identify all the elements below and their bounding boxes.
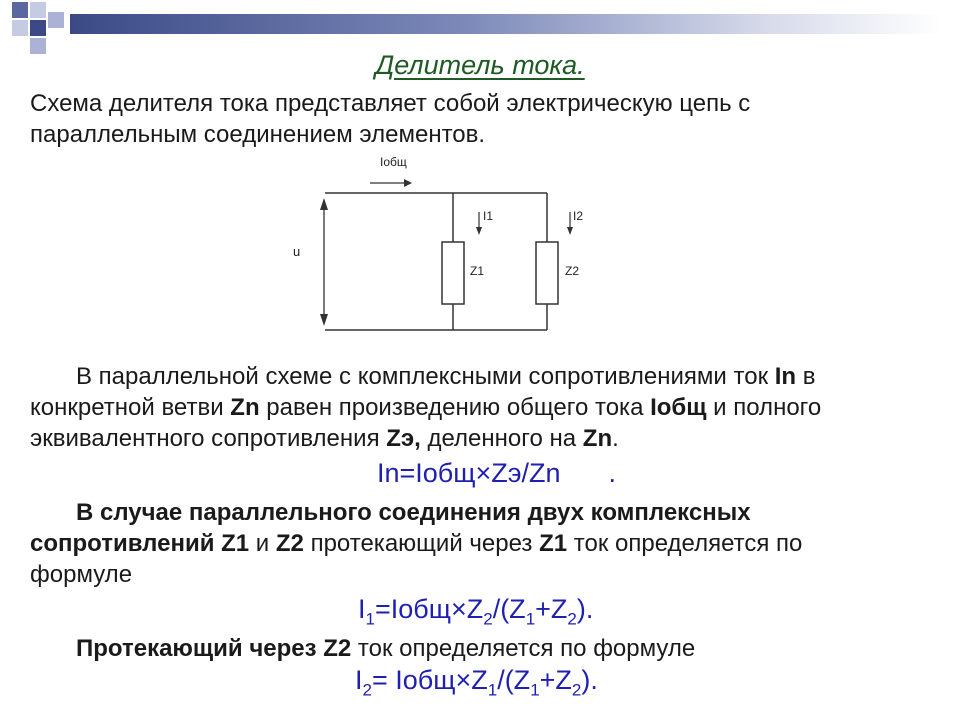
i2-arrow-head	[567, 227, 573, 235]
formula-general: In=Iобщ×Zэ/Zn .	[377, 458, 617, 488]
z2-label: Z2	[565, 264, 580, 278]
paragraph-general	[30, 361, 930, 454]
current-divider-circuit	[280, 148, 584, 338]
decor-square	[12, 2, 28, 18]
decor-square	[48, 12, 64, 28]
z2-resistor	[536, 242, 558, 304]
paragraph-line: В случае параллельного соединения двух комплексных	[76, 499, 751, 526]
z1-resistor	[442, 242, 464, 304]
voltage-arrow-head-down	[320, 314, 328, 326]
z1-label: Z1	[470, 264, 485, 278]
intro-line: Схема делителя тока представляет собой электрическую цепь с	[30, 90, 751, 117]
slide-title	[0, 50, 960, 81]
decor-square	[30, 20, 46, 36]
i2-label: I2	[573, 209, 584, 223]
slide-title-text: Делитель тока.	[375, 50, 585, 80]
decor-square	[12, 20, 28, 36]
decor-square	[30, 2, 46, 18]
i1-label: I1	[483, 209, 494, 223]
paragraph-line: В параллельной схеме с комплексными сопротивлениями ток In в	[76, 363, 816, 390]
voltage-label: u	[293, 244, 301, 259]
intro-line: параллельным соединением элементов.	[30, 121, 486, 148]
paragraph-line: конкретной ветви Zn равен произведению общего тока Iобщ и полного	[30, 394, 822, 421]
paragraph-two-impedances	[30, 497, 930, 590]
formula-i1: $I_1=Iобщ\times Z_2/(Z_1+Z_2)$.	[358, 594, 594, 629]
voltage-arrow-head-up	[320, 198, 328, 210]
paragraph-line: формуле	[30, 561, 133, 588]
intro-paragraph	[30, 88, 930, 150]
total-current-arrow-head	[404, 179, 412, 187]
i1-arrow-head	[476, 227, 482, 235]
formula-i2: $I_2=$ $Iобщ\times Z_1/(Z_1+Z_2)$.	[355, 665, 598, 700]
paragraph-z2: Протекающий через Z2 ток определяется по формуле	[76, 635, 696, 662]
header-gradient-bar	[70, 14, 940, 34]
total-current-label: Iобщ	[380, 155, 407, 169]
paragraph-line: эквивалентного сопротивления Zэ, деленного на Zn.	[30, 425, 619, 452]
paragraph-line: сопротивлений Z1 и Z2 протекающий через Z1 ток определяется по	[30, 530, 803, 557]
